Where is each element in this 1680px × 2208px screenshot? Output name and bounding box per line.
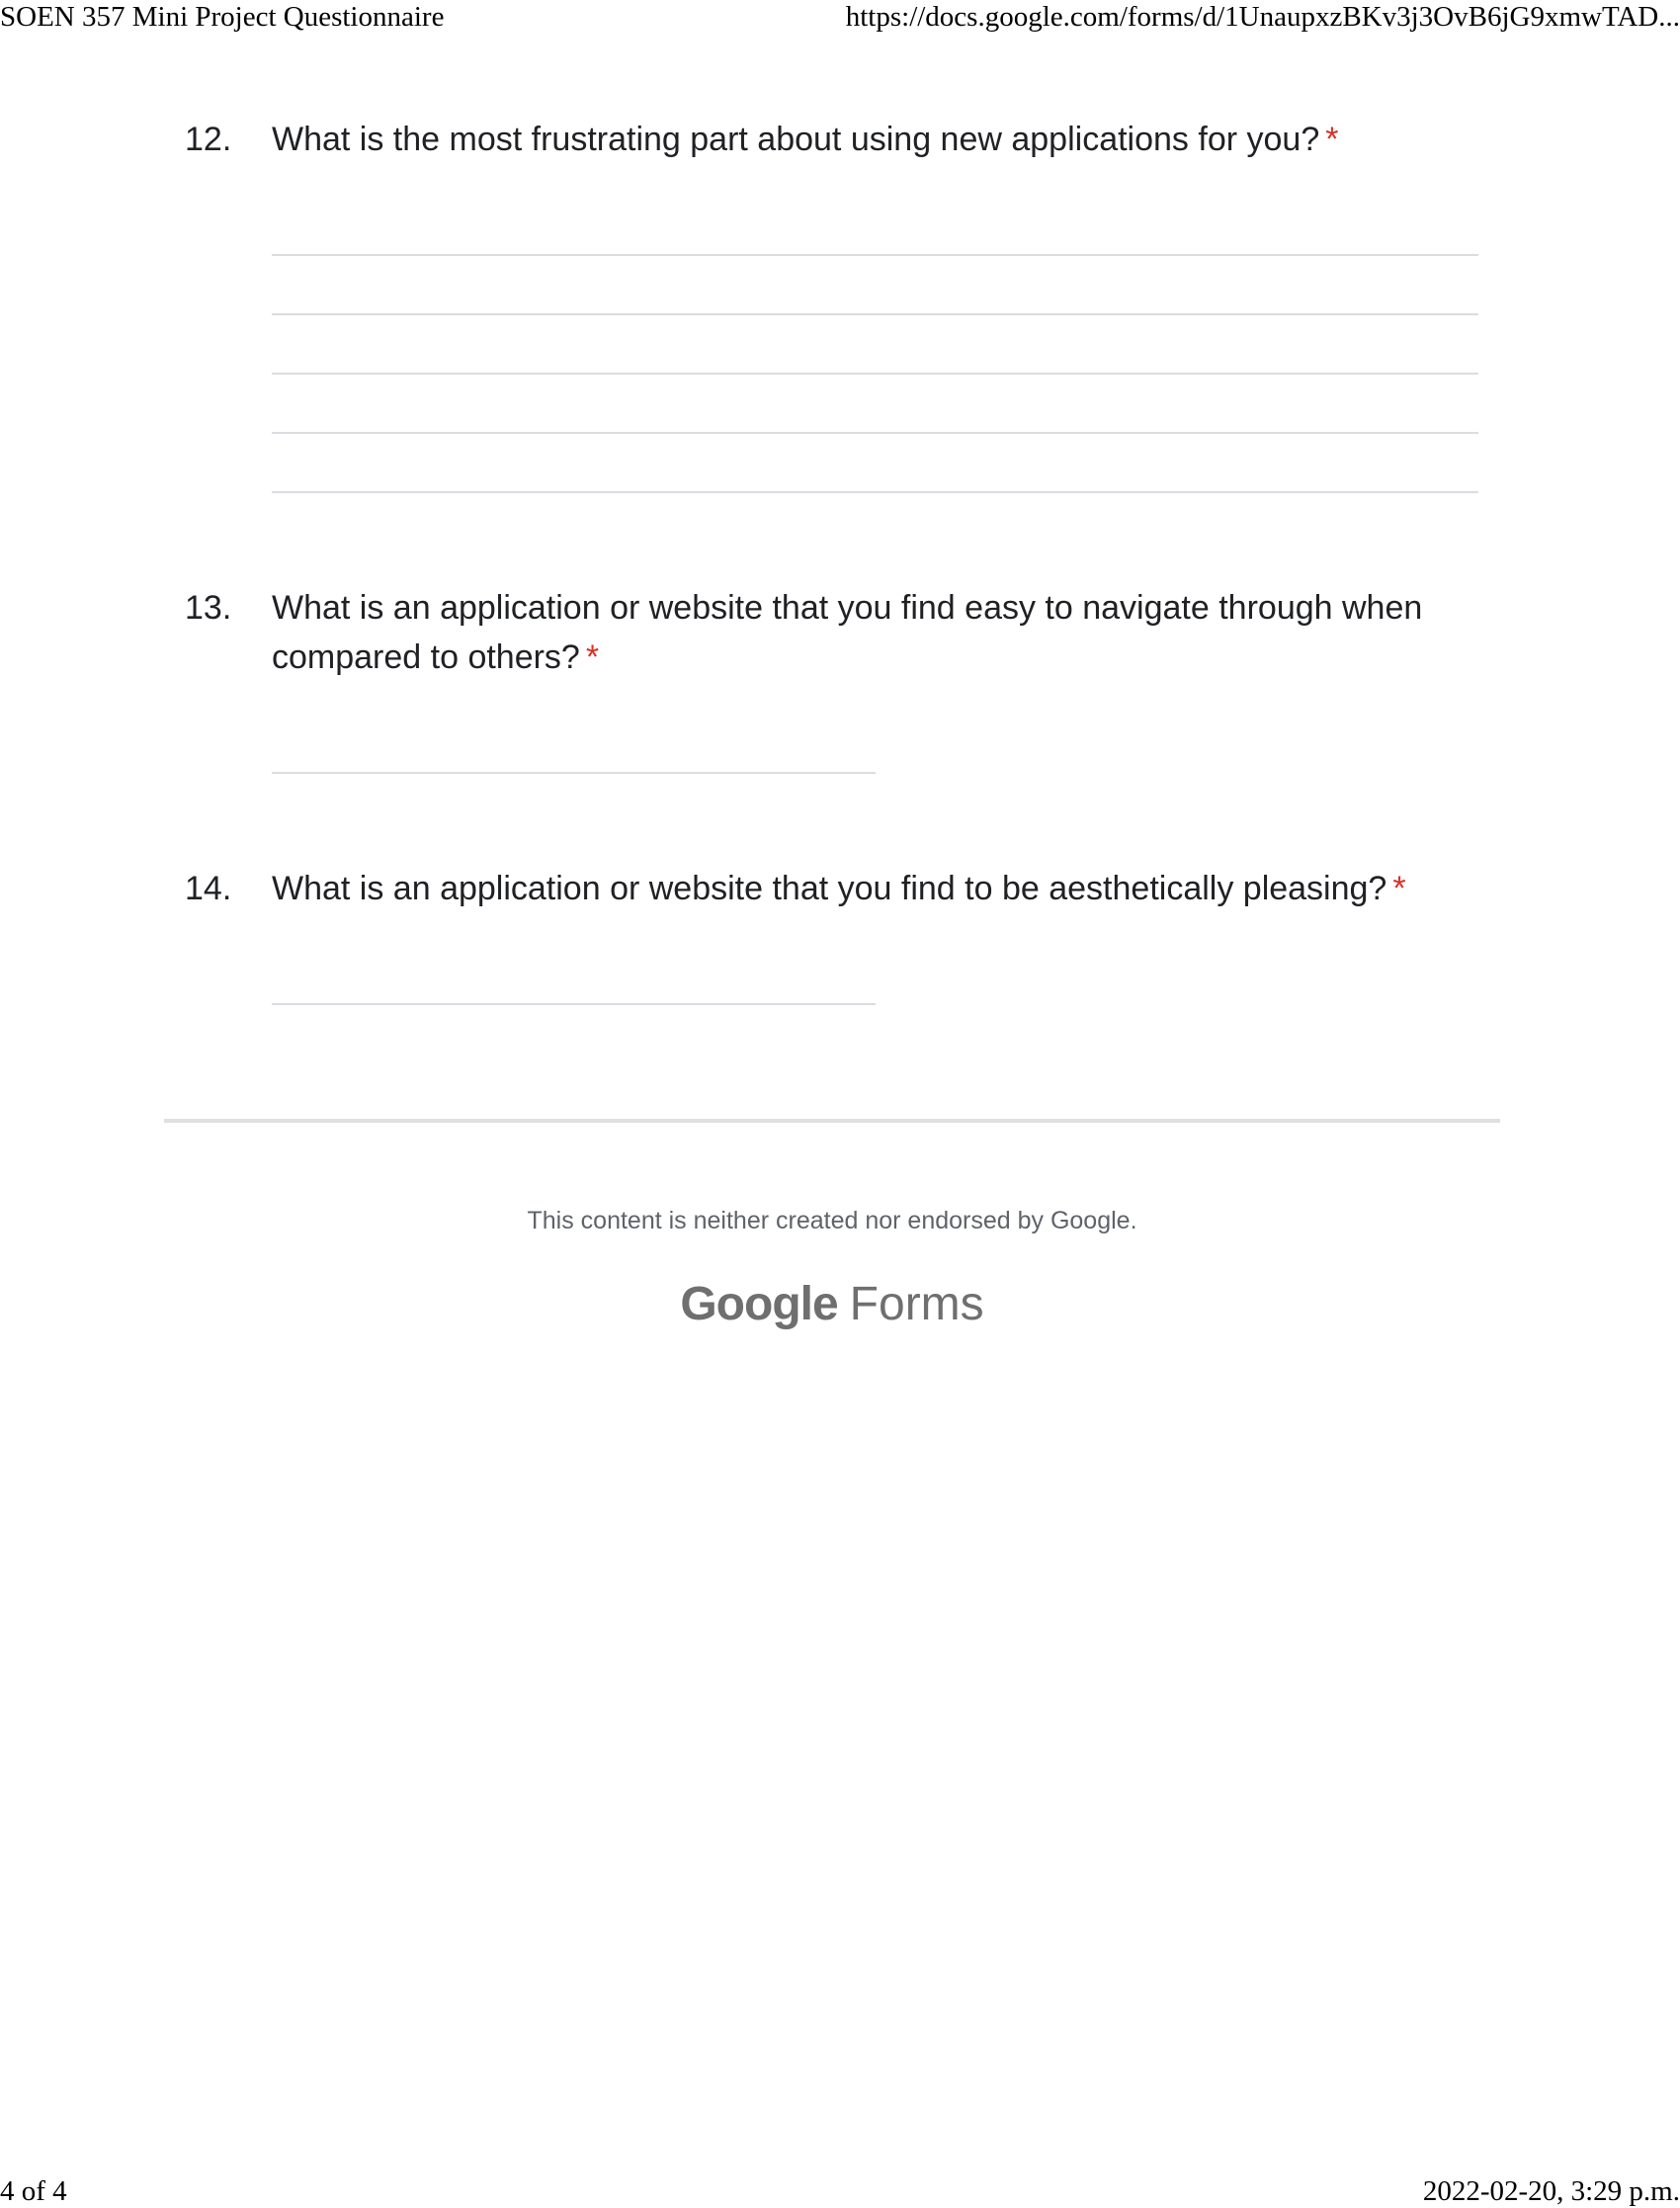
question-number: 12. (185, 121, 232, 158)
print-datetime: 2022-02-20, 3:29 p.m. (1422, 2175, 1680, 2207)
short-answer-line[interactable] (272, 1003, 876, 1005)
question-text (272, 864, 1487, 913)
paragraph-answer-line-1[interactable] (272, 254, 1478, 256)
paragraph-answer-line-5[interactable] (272, 491, 1478, 493)
paragraph-answer-line-2[interactable] (272, 313, 1478, 315)
paragraph-answer-line-4[interactable] (272, 432, 1478, 434)
required-asterisk: * (585, 638, 600, 676)
page-url: https://docs.google.com/forms/d/1UnaupxzBKv3j3OvB6jG9xmwTAD... (845, 1, 1680, 33)
google-forms-logo[interactable] (0, 1275, 1664, 1334)
google-disclaimer: This content is neither created nor endorsed by Google. (527, 1207, 1137, 1234)
brand-forms-wordmark: Forms (849, 1278, 984, 1330)
required-asterisk: * (1325, 121, 1339, 158)
paragraph-answer-line-3[interactable] (272, 373, 1478, 375)
question-label: What is an application or website that you find to be aesthetically pleasing? (272, 870, 1387, 907)
question-label: What is the most frustrating part about using new applications for you? (272, 121, 1320, 158)
page-count: 4 of 4 (0, 2175, 67, 2207)
question-text (272, 583, 1487, 682)
document-title: SOEN 357 Mini Project Questionnaire (0, 1, 445, 33)
question-number: 13. (185, 589, 232, 627)
question-label: What is an application or website that you find easy to navigate through when compared to others? (272, 589, 1423, 676)
question-text (272, 115, 1487, 164)
section-divider (164, 1119, 1500, 1123)
required-asterisk: * (1392, 870, 1406, 907)
brand-google-wordmark: Google (680, 1278, 838, 1330)
short-answer-line[interactable] (272, 772, 876, 774)
question-number: 14. (185, 870, 232, 907)
